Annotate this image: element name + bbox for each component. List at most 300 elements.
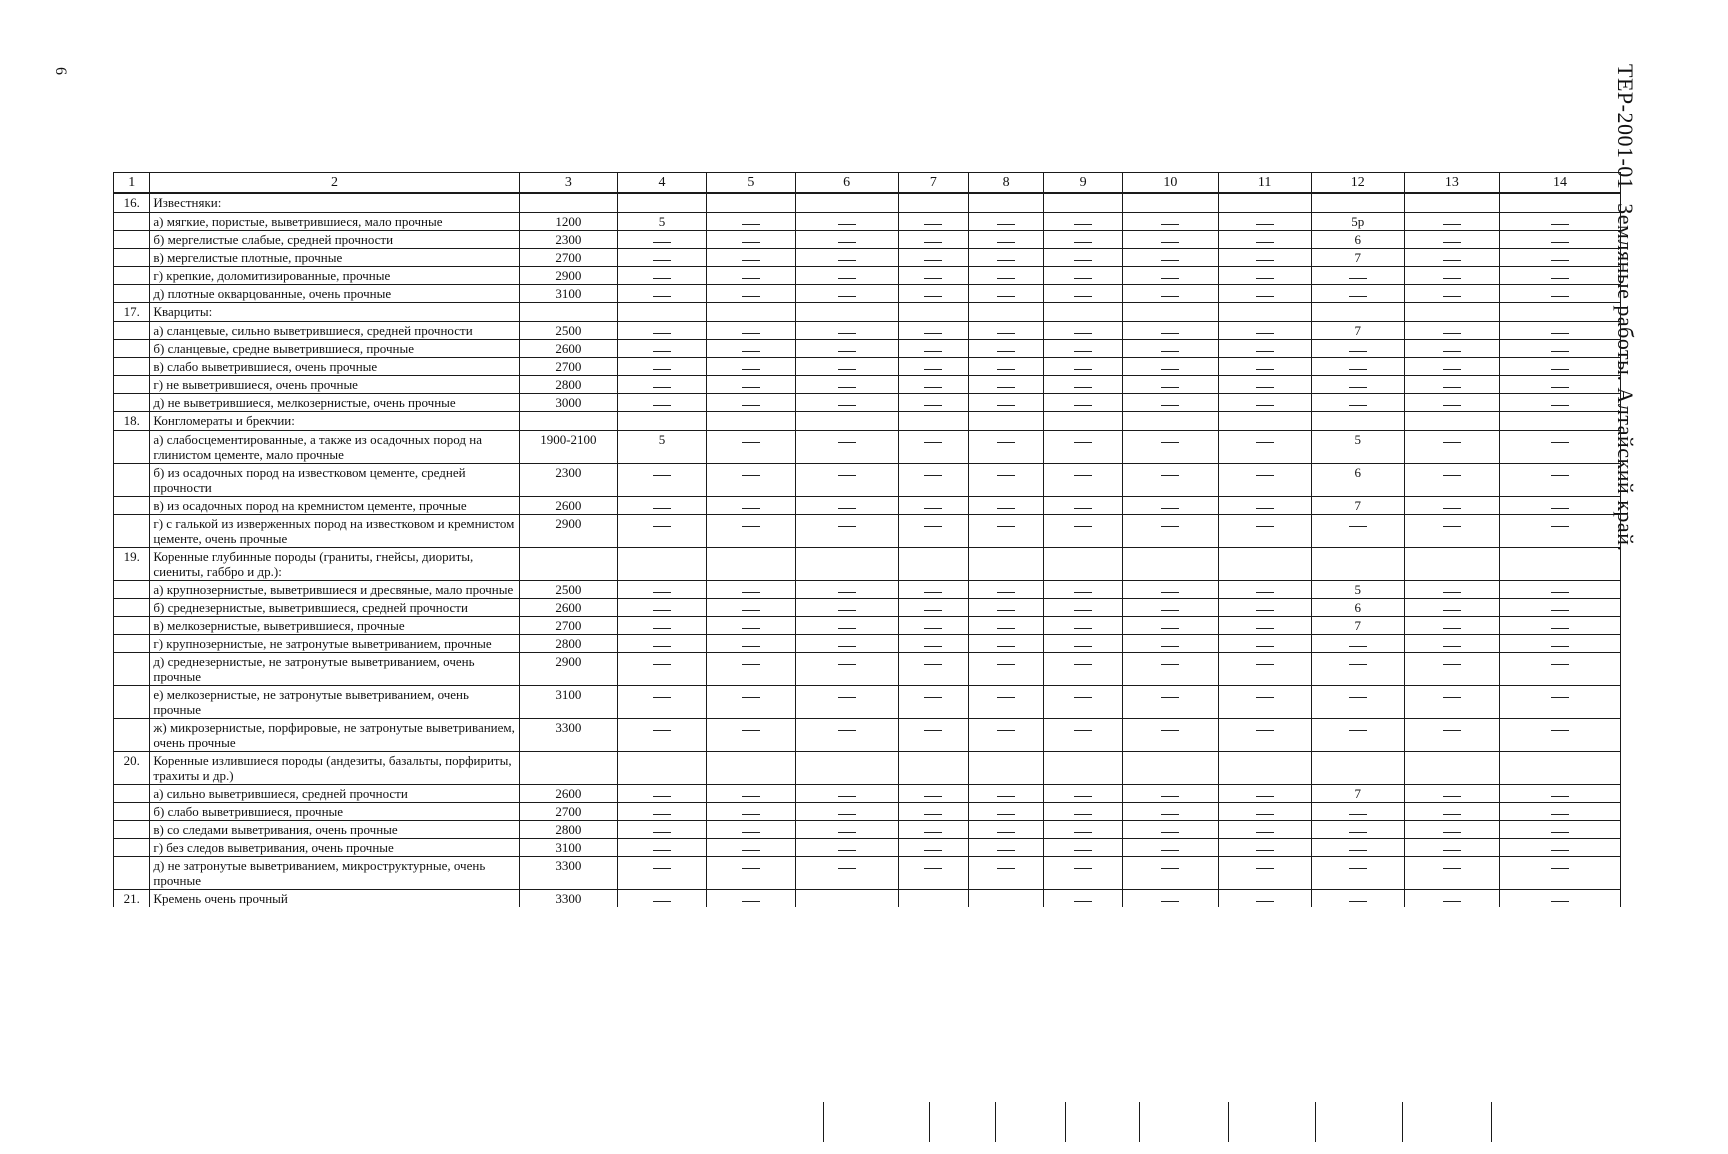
dash-mark — [838, 850, 856, 851]
category-cell-8 — [969, 464, 1044, 497]
rock-description: Коренные глубинные породы (граниты, гнейсы, диориты, сиениты, габбро и др.): — [150, 548, 519, 581]
category-cell-13 — [1404, 785, 1499, 803]
dash-mark — [653, 850, 671, 851]
dash-mark — [742, 610, 760, 611]
table-row — [114, 376, 1621, 394]
category-cell-11 — [1218, 803, 1311, 821]
density-value: 3000 — [519, 394, 617, 412]
category-cell-11 — [1218, 581, 1311, 599]
category-cell-6 — [795, 464, 898, 497]
density-value: 1900-2100 — [519, 431, 617, 464]
category-cell-13 — [1404, 267, 1499, 285]
category-cell-14 — [1500, 267, 1621, 285]
category-cell-5 — [706, 267, 795, 285]
dash-mark — [653, 526, 671, 527]
dash-mark — [1074, 260, 1092, 261]
dash-mark — [1551, 868, 1569, 869]
category-cell-11 — [1218, 322, 1311, 340]
dash-mark — [1256, 405, 1274, 406]
dash-mark — [1074, 868, 1092, 869]
category-cell-6 — [795, 497, 898, 515]
dash-mark — [1551, 260, 1569, 261]
dash-mark — [1443, 369, 1461, 370]
dash-mark — [838, 697, 856, 698]
dash-mark — [1161, 832, 1179, 833]
dash-mark — [1349, 526, 1367, 527]
category-cell-5 — [706, 617, 795, 635]
dash-mark — [997, 442, 1015, 443]
category-cell-9 — [1044, 653, 1123, 686]
document-code: ТЕР-2001-01 — [1613, 64, 1638, 190]
row-number — [114, 340, 150, 358]
category-cell-11 — [1218, 635, 1311, 653]
dash-mark — [924, 610, 942, 611]
category-cell-14 — [1500, 857, 1621, 890]
dash-mark — [838, 333, 856, 334]
dash-mark — [742, 475, 760, 476]
dash-mark — [1256, 278, 1274, 279]
category-cell-11 — [1218, 376, 1311, 394]
dash-mark — [653, 664, 671, 665]
group-row — [114, 193, 1621, 213]
category-cell-13 — [1404, 213, 1499, 231]
density-value — [519, 193, 617, 213]
category-cell-11 — [1218, 686, 1311, 719]
dash-mark — [997, 664, 1015, 665]
dash-mark — [1551, 333, 1569, 334]
density-value: 2600 — [519, 340, 617, 358]
table-row — [114, 821, 1621, 839]
category-cell-12 — [1311, 193, 1404, 213]
density-value: 2500 — [519, 322, 617, 340]
category-cell-6 — [795, 412, 898, 431]
category-cell-11 — [1218, 358, 1311, 376]
row-number — [114, 635, 150, 653]
category-cell-10 — [1123, 231, 1218, 249]
category-cell-5 — [706, 322, 795, 340]
rock-description: д) среднезернистые, не затронутые выветриванием, очень прочные — [150, 653, 519, 686]
category-cell-8 — [969, 785, 1044, 803]
dash-mark — [1074, 592, 1092, 593]
category-cell-13 — [1404, 857, 1499, 890]
category-cell-4 — [618, 821, 707, 839]
dash-mark — [653, 697, 671, 698]
rock-description: в) со следами выветривания, очень прочные — [150, 821, 519, 839]
category-cell-6 — [795, 267, 898, 285]
group-row — [114, 412, 1621, 431]
dash-mark — [997, 628, 1015, 629]
category-cell-5 — [706, 464, 795, 497]
category-cell-6 — [795, 719, 898, 752]
category-cell-7 — [898, 515, 969, 548]
category-cell-12 — [1311, 599, 1404, 617]
rock-description: а) крупнозернистые, выветрившиеся и дресвяные, мало прочные — [150, 581, 519, 599]
density-value — [519, 548, 617, 581]
table-row — [114, 617, 1621, 635]
dash-mark — [1256, 333, 1274, 334]
category-value: 5 — [658, 432, 666, 447]
dash-mark — [1443, 242, 1461, 243]
category-cell-12 — [1311, 821, 1404, 839]
category-cell-6 — [795, 322, 898, 340]
category-cell-6 — [795, 515, 898, 548]
category-cell-5 — [706, 890, 795, 908]
category-cell-10 — [1123, 322, 1218, 340]
table-row — [114, 785, 1621, 803]
dash-mark — [838, 351, 856, 352]
category-cell-12 — [1311, 752, 1404, 785]
category-cell-8 — [969, 412, 1044, 431]
category-cell-4 — [618, 376, 707, 394]
dash-mark — [1256, 224, 1274, 225]
category-cell-10 — [1123, 635, 1218, 653]
category-cell-9 — [1044, 464, 1123, 497]
rock-description: в) слабо выветрившиеся, очень прочные — [150, 358, 519, 376]
category-cell-8 — [969, 635, 1044, 653]
category-cell-10 — [1123, 340, 1218, 358]
category-cell-14 — [1500, 412, 1621, 431]
category-cell-13 — [1404, 752, 1499, 785]
category-cell-5 — [706, 340, 795, 358]
dash-mark — [1551, 832, 1569, 833]
category-cell-7 — [898, 821, 969, 839]
category-value: 5 — [1354, 432, 1361, 447]
category-cell-12 — [1311, 686, 1404, 719]
category-cell-9 — [1044, 267, 1123, 285]
dash-mark — [1551, 442, 1569, 443]
dash-mark — [1161, 224, 1179, 225]
dash-mark — [1443, 442, 1461, 443]
dash-mark — [653, 868, 671, 869]
dash-mark — [1551, 796, 1569, 797]
category-cell-4 — [618, 752, 707, 785]
density-value: 2700 — [519, 249, 617, 267]
row-number — [114, 358, 150, 376]
table-row — [114, 635, 1621, 653]
dash-mark — [1074, 832, 1092, 833]
category-cell-12 — [1311, 249, 1404, 267]
dash-mark — [1349, 646, 1367, 647]
category-cell-13 — [1404, 635, 1499, 653]
dash-mark — [742, 296, 760, 297]
dash-mark — [1161, 901, 1179, 902]
dash-mark — [924, 442, 942, 443]
category-cell-12 — [1311, 719, 1404, 752]
column-extension-lines — [1228, 1102, 1229, 1142]
category-cell-14 — [1500, 686, 1621, 719]
dash-mark — [1551, 628, 1569, 629]
category-cell-7 — [898, 581, 969, 599]
dash-mark — [742, 278, 760, 279]
dash-mark — [1256, 592, 1274, 593]
category-cell-4 — [618, 635, 707, 653]
dash-mark — [1161, 814, 1179, 815]
category-cell-7 — [898, 340, 969, 358]
category-cell-6 — [795, 213, 898, 231]
category-cell-6 — [795, 821, 898, 839]
category-cell-6 — [795, 890, 898, 908]
category-cell-4 — [618, 303, 707, 322]
dash-mark — [838, 796, 856, 797]
dash-mark — [1349, 730, 1367, 731]
category-cell-5 — [706, 231, 795, 249]
category-cell-6 — [795, 839, 898, 857]
category-cell-13 — [1404, 803, 1499, 821]
category-cell-7 — [898, 635, 969, 653]
category-cell-13 — [1404, 431, 1499, 464]
dash-mark — [1256, 387, 1274, 388]
category-cell-11 — [1218, 752, 1311, 785]
category-cell-7 — [898, 497, 969, 515]
dash-mark — [838, 278, 856, 279]
dash-mark — [653, 796, 671, 797]
category-cell-8 — [969, 394, 1044, 412]
category-cell-13 — [1404, 340, 1499, 358]
category-cell-12 — [1311, 515, 1404, 548]
category-cell-9 — [1044, 322, 1123, 340]
category-cell-12 — [1311, 303, 1404, 322]
category-cell-4 — [618, 464, 707, 497]
table-row — [114, 285, 1621, 303]
dash-mark — [1256, 526, 1274, 527]
rock-description: г) не выветрившиеся, очень прочные — [150, 376, 519, 394]
category-cell-6 — [795, 340, 898, 358]
category-cell-14 — [1500, 581, 1621, 599]
category-cell-4 — [618, 285, 707, 303]
category-cell-12 — [1311, 231, 1404, 249]
rock-description: в) из осадочных пород на кремнистом цементе, прочные — [150, 497, 519, 515]
dash-mark — [1074, 405, 1092, 406]
category-cell-4 — [618, 719, 707, 752]
row-number — [114, 267, 150, 285]
table-row — [114, 267, 1621, 285]
dash-mark — [1161, 526, 1179, 527]
dash-mark — [653, 628, 671, 629]
dash-mark — [653, 242, 671, 243]
category-cell-10 — [1123, 890, 1218, 908]
category-cell-13 — [1404, 515, 1499, 548]
density-value: 2300 — [519, 464, 617, 497]
category-cell-13 — [1404, 249, 1499, 267]
category-cell-11 — [1218, 515, 1311, 548]
category-cell-10 — [1123, 803, 1218, 821]
dash-mark — [1551, 224, 1569, 225]
category-cell-8 — [969, 213, 1044, 231]
dash-mark — [924, 592, 942, 593]
dash-mark — [924, 296, 942, 297]
category-cell-14 — [1500, 464, 1621, 497]
table-row — [114, 686, 1621, 719]
dash-mark — [1074, 814, 1092, 815]
category-cell-9 — [1044, 686, 1123, 719]
dash-mark — [924, 832, 942, 833]
density-value: 3100 — [519, 686, 617, 719]
column-extension-lines — [1065, 1102, 1066, 1142]
category-cell-14 — [1500, 394, 1621, 412]
category-cell-12 — [1311, 890, 1404, 908]
column-header: 6 — [795, 173, 898, 194]
dash-mark — [1256, 664, 1274, 665]
rock-description: в) мелкозернистые, выветрившиеся, прочные — [150, 617, 519, 635]
category-cell-14 — [1500, 839, 1621, 857]
dash-mark — [1551, 508, 1569, 509]
dash-mark — [653, 260, 671, 261]
category-cell-7 — [898, 890, 969, 908]
dash-mark — [1074, 850, 1092, 851]
category-cell-8 — [969, 231, 1044, 249]
dash-mark — [1161, 592, 1179, 593]
category-cell-14 — [1500, 376, 1621, 394]
dash-mark — [1256, 260, 1274, 261]
dash-mark — [1551, 242, 1569, 243]
category-cell-12 — [1311, 839, 1404, 857]
dash-mark — [1074, 387, 1092, 388]
dash-mark — [1256, 814, 1274, 815]
dash-mark — [1074, 442, 1092, 443]
category-cell-9 — [1044, 376, 1123, 394]
category-cell-10 — [1123, 686, 1218, 719]
dash-mark — [924, 387, 942, 388]
dash-mark — [1349, 351, 1367, 352]
dash-mark — [1256, 832, 1274, 833]
category-value: 7 — [1354, 250, 1361, 265]
dash-mark — [1074, 333, 1092, 334]
dash-mark — [838, 442, 856, 443]
category-cell-5 — [706, 785, 795, 803]
category-cell-11 — [1218, 412, 1311, 431]
table-row — [114, 803, 1621, 821]
row-number — [114, 322, 150, 340]
column-header: 13 — [1404, 173, 1499, 194]
dash-mark — [997, 646, 1015, 647]
rock-description: г) без следов выветривания, очень прочные — [150, 839, 519, 857]
dash-mark — [653, 333, 671, 334]
dash-mark — [1551, 369, 1569, 370]
dash-mark — [997, 730, 1015, 731]
dash-mark — [997, 508, 1015, 509]
dash-mark — [1551, 610, 1569, 611]
dash-mark — [924, 850, 942, 851]
dash-mark — [838, 592, 856, 593]
density-value: 3300 — [519, 857, 617, 890]
category-cell-5 — [706, 376, 795, 394]
density-value: 2700 — [519, 358, 617, 376]
dash-mark — [1074, 664, 1092, 665]
dash-mark — [653, 730, 671, 731]
category-cell-8 — [969, 340, 1044, 358]
dash-mark — [997, 796, 1015, 797]
category-cell-11 — [1218, 303, 1311, 322]
row-number: 17. — [114, 303, 150, 322]
category-cell-13 — [1404, 821, 1499, 839]
dash-mark — [742, 868, 760, 869]
dash-mark — [653, 296, 671, 297]
dash-mark — [1161, 296, 1179, 297]
dash-mark — [838, 646, 856, 647]
category-cell-4 — [618, 340, 707, 358]
category-cell-7 — [898, 193, 969, 213]
category-cell-5 — [706, 857, 795, 890]
category-cell-4 — [618, 412, 707, 431]
category-cell-8 — [969, 303, 1044, 322]
category-cell-6 — [795, 548, 898, 581]
dash-mark — [924, 796, 942, 797]
rock-description: а) сланцевые, сильно выветрившиеся, средней прочности — [150, 322, 519, 340]
category-cell-13 — [1404, 412, 1499, 431]
rock-description: Кварциты: — [150, 303, 519, 322]
category-cell-11 — [1218, 839, 1311, 857]
dash-mark — [924, 697, 942, 698]
category-cell-13 — [1404, 617, 1499, 635]
dash-mark — [1349, 387, 1367, 388]
dash-mark — [1443, 610, 1461, 611]
category-cell-11 — [1218, 599, 1311, 617]
category-cell-9 — [1044, 752, 1123, 785]
document-title: Земляные работы. Алтайский край. — [1613, 203, 1638, 552]
dash-mark — [1551, 387, 1569, 388]
category-cell-5 — [706, 431, 795, 464]
dash-mark — [1349, 850, 1367, 851]
density-value: 3300 — [519, 890, 617, 908]
dash-mark — [1551, 850, 1569, 851]
density-value — [519, 303, 617, 322]
rock-description: б) из осадочных пород на известковом цементе, средней прочности — [150, 464, 519, 497]
dash-mark — [1551, 278, 1569, 279]
dash-mark — [1443, 387, 1461, 388]
dash-mark — [1349, 697, 1367, 698]
category-cell-6 — [795, 358, 898, 376]
dash-mark — [997, 868, 1015, 869]
dash-mark — [997, 832, 1015, 833]
dash-mark — [924, 475, 942, 476]
dash-mark — [997, 697, 1015, 698]
dash-mark — [1443, 697, 1461, 698]
category-cell-8 — [969, 497, 1044, 515]
dash-mark — [1551, 592, 1569, 593]
category-cell-5 — [706, 249, 795, 267]
dash-mark — [742, 796, 760, 797]
dash-mark — [1256, 850, 1274, 851]
dash-mark — [1074, 224, 1092, 225]
dash-mark — [838, 508, 856, 509]
category-cell-10 — [1123, 719, 1218, 752]
dash-mark — [1161, 697, 1179, 698]
category-cell-8 — [969, 515, 1044, 548]
dash-mark — [1443, 814, 1461, 815]
density-value: 2700 — [519, 617, 617, 635]
table-row — [114, 213, 1621, 231]
dash-mark — [997, 405, 1015, 406]
category-cell-7 — [898, 412, 969, 431]
dash-mark — [653, 610, 671, 611]
table-row — [114, 497, 1621, 515]
category-value: 5р — [1351, 214, 1365, 229]
dash-mark — [653, 351, 671, 352]
dash-mark — [1349, 664, 1367, 665]
table-row — [114, 340, 1621, 358]
category-cell-13 — [1404, 581, 1499, 599]
category-cell-6 — [795, 752, 898, 785]
category-cell-7 — [898, 213, 969, 231]
table-row — [114, 515, 1621, 548]
category-cell-14 — [1500, 358, 1621, 376]
category-cell-11 — [1218, 857, 1311, 890]
dash-mark — [1551, 296, 1569, 297]
rock-description: д) не выветрившиеся, мелкозернистые, очень прочные — [150, 394, 519, 412]
category-cell-10 — [1123, 431, 1218, 464]
dash-mark — [838, 475, 856, 476]
category-cell-6 — [795, 376, 898, 394]
